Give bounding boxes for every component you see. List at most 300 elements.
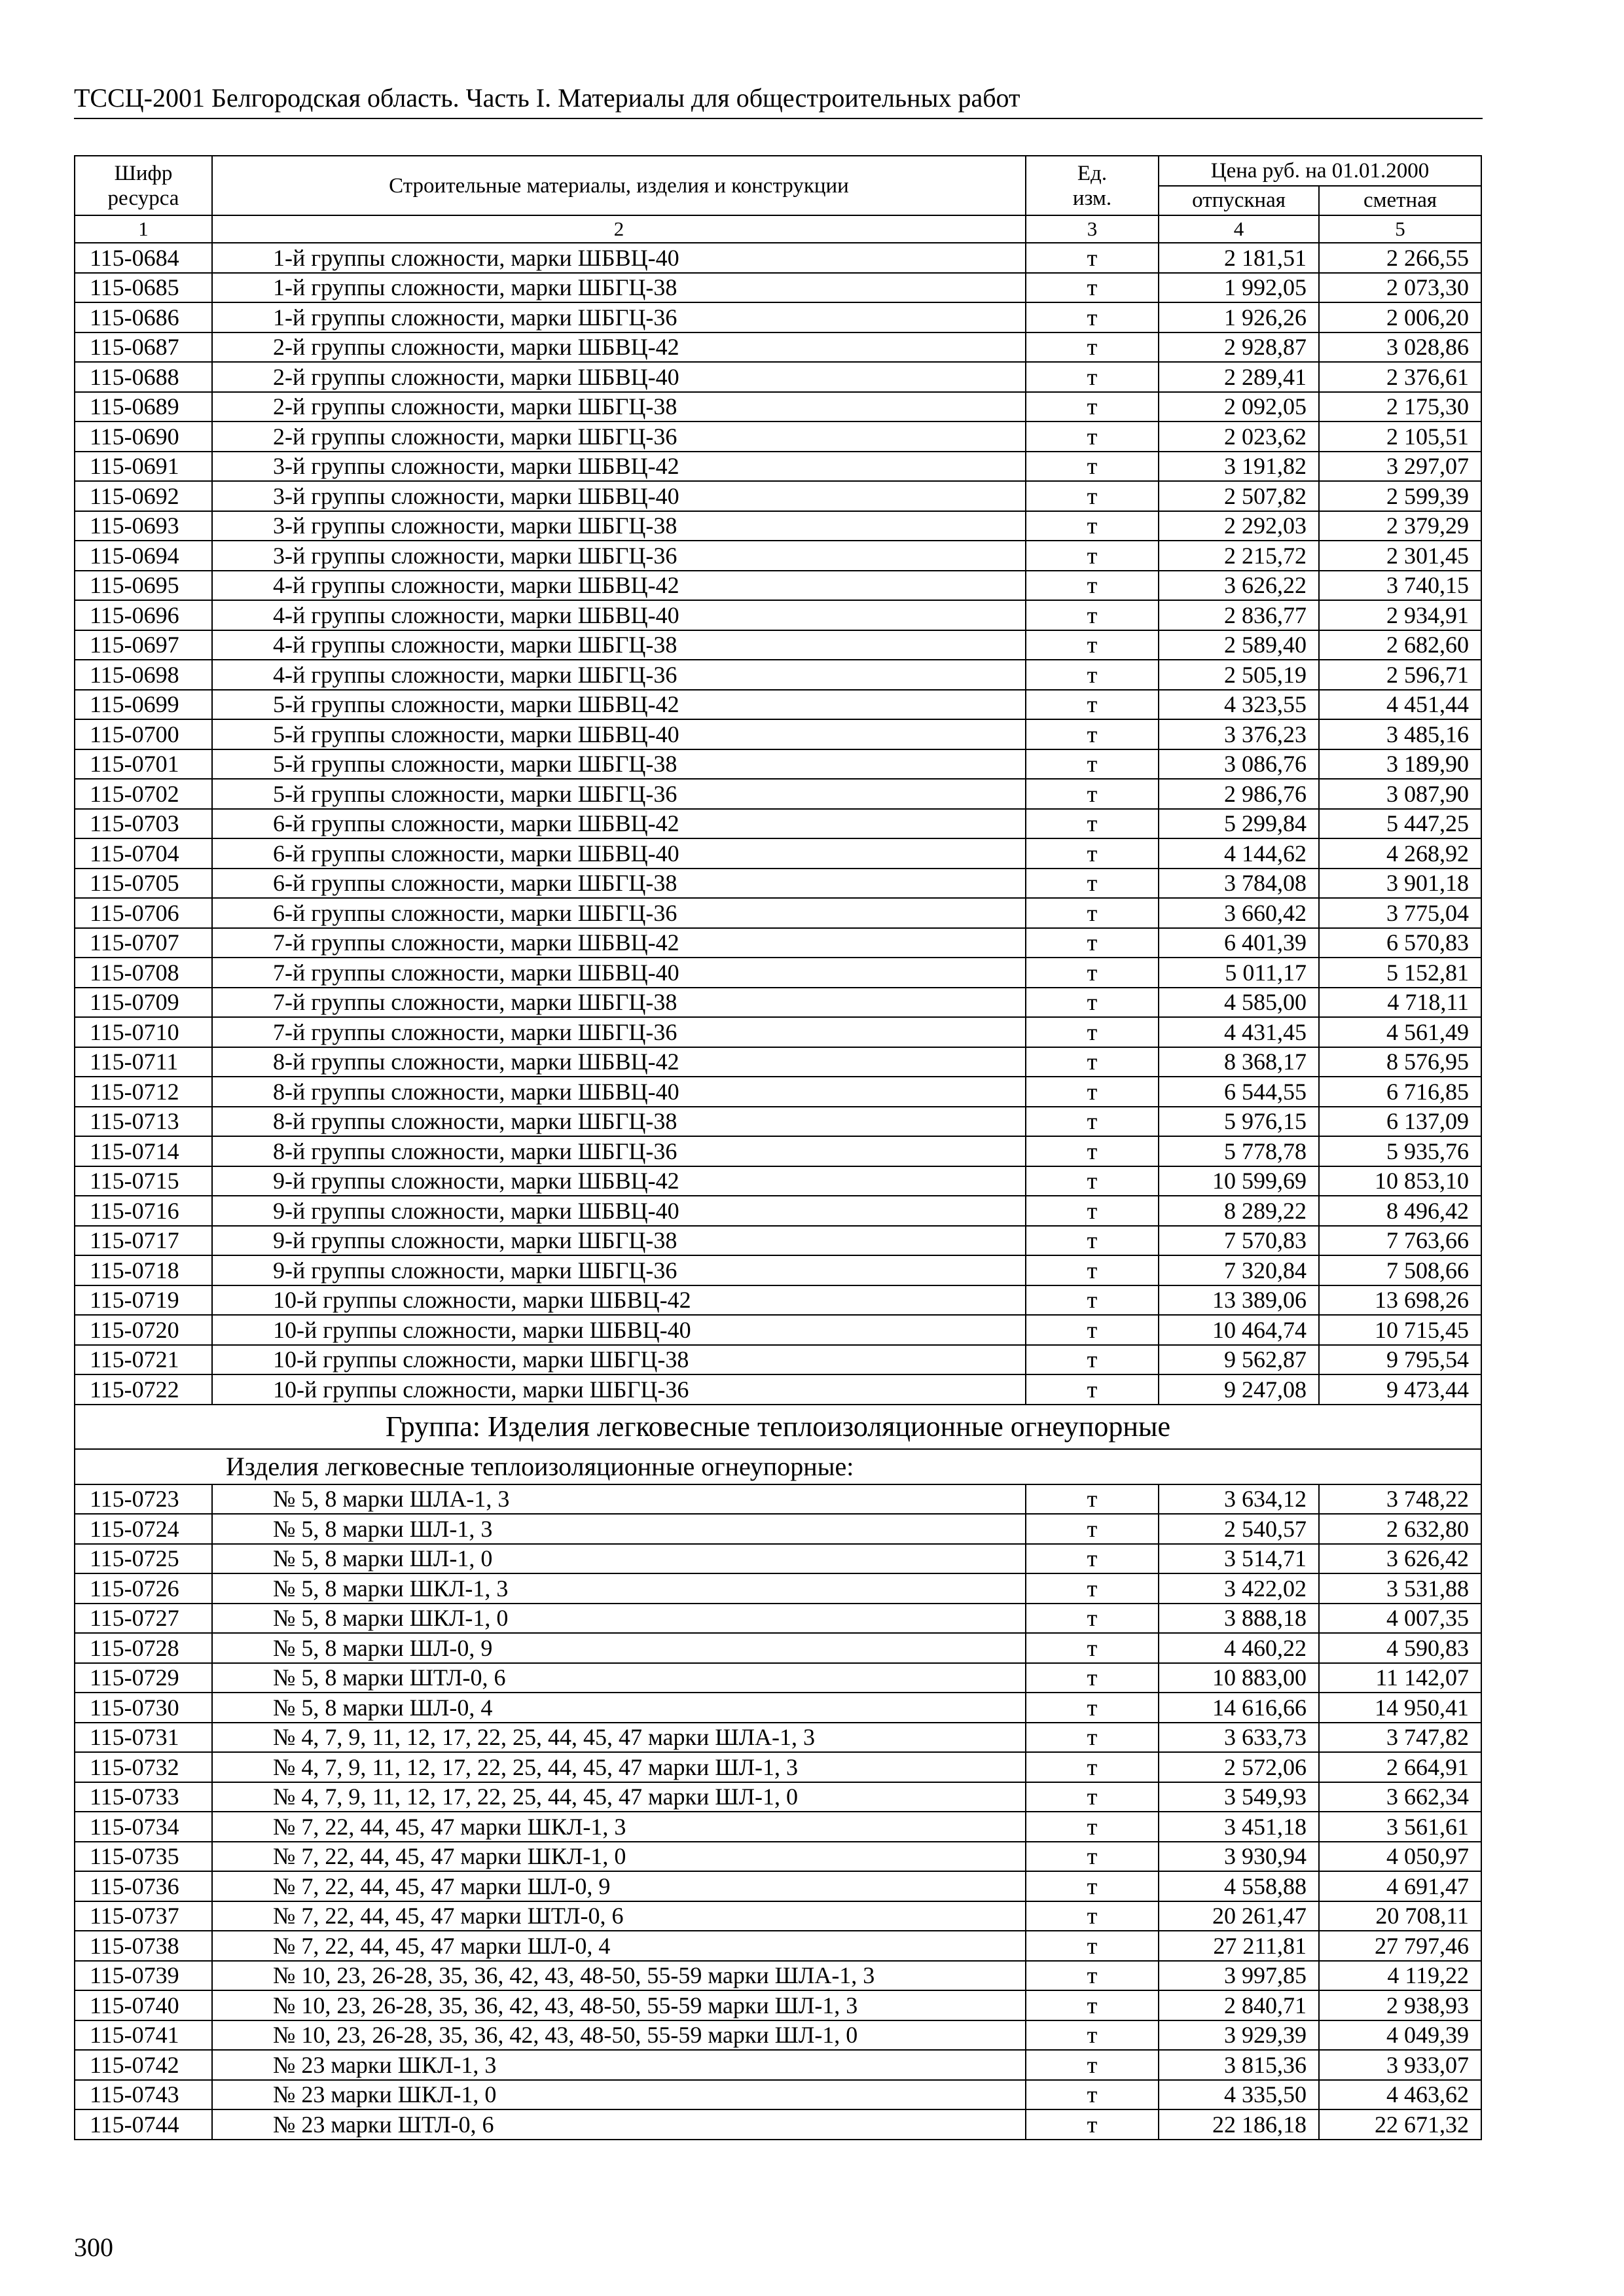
table-row xyxy=(75,809,1481,839)
release-price: 2 572,06 xyxy=(1159,1752,1319,1782)
table-section-a xyxy=(75,243,1481,1405)
subgroup-heading: Изделия легковесные теплоизоляционные огнеупорные: xyxy=(75,1449,1481,1484)
material-name: 2-й группы сложности, марки ШБГЦ-38 xyxy=(212,392,1026,422)
unit: т xyxy=(1026,928,1159,958)
estimate-price: 4 451,44 xyxy=(1319,690,1481,720)
material-name: 7-й группы сложности, марки ШБГЦ-38 xyxy=(212,988,1026,1018)
unit: т xyxy=(1026,1931,1159,1961)
estimate-price: 2 266,55 xyxy=(1319,243,1481,273)
resource-code: 115-0738 xyxy=(75,1931,212,1961)
release-price: 5 778,78 xyxy=(1159,1136,1319,1166)
release-price: 4 144,62 xyxy=(1159,838,1319,869)
table-row xyxy=(75,988,1481,1018)
table-row xyxy=(75,779,1481,809)
estimate-price: 3 626,42 xyxy=(1319,1544,1481,1574)
table-row xyxy=(75,273,1481,303)
resource-code: 115-0744 xyxy=(75,2109,212,2140)
table-row xyxy=(75,630,1481,660)
col-header-price: Цена руб. на 01.01.2000 xyxy=(1159,156,1481,186)
release-price: 2 092,05 xyxy=(1159,392,1319,422)
table-row xyxy=(75,660,1481,690)
resource-code: 115-0717 xyxy=(75,1226,212,1256)
estimate-price: 6 570,83 xyxy=(1319,928,1481,958)
table-row xyxy=(75,452,1481,482)
unit: т xyxy=(1026,1752,1159,1782)
unit: т xyxy=(1026,2020,1159,2051)
release-price: 3 930,94 xyxy=(1159,1842,1319,1872)
unit: т xyxy=(1026,958,1159,988)
unit: т xyxy=(1026,898,1159,928)
release-price: 7 570,83 xyxy=(1159,1226,1319,1256)
resource-code: 115-0705 xyxy=(75,869,212,899)
col-header-code: Шифр ресурса xyxy=(75,156,212,215)
unit: т xyxy=(1026,1961,1159,1991)
release-price: 6 401,39 xyxy=(1159,928,1319,958)
unit: т xyxy=(1026,1723,1159,1753)
material-name: № 7, 22, 44, 45, 47 марки ШЛ-0, 9 xyxy=(212,1871,1026,1901)
unit: т xyxy=(1026,1842,1159,1872)
estimate-price: 2 934,91 xyxy=(1319,600,1481,630)
resource-code: 115-0699 xyxy=(75,690,212,720)
estimate-price: 4 463,62 xyxy=(1319,2080,1481,2110)
release-price: 9 562,87 xyxy=(1159,1345,1319,1375)
table-row xyxy=(75,1017,1481,1047)
material-name: № 4, 7, 9, 11, 12, 17, 22, 25, 44, 45, 47 марки ШЛА-1, 3 xyxy=(212,1723,1026,1753)
table-row xyxy=(75,928,1481,958)
estimate-price: 7 763,66 xyxy=(1319,1226,1481,1256)
release-price: 22 186,18 xyxy=(1159,2109,1319,2140)
unit: т xyxy=(1026,690,1159,720)
unit: т xyxy=(1026,1345,1159,1375)
material-name: 9-й группы сложности, марки ШБВЦ-40 xyxy=(212,1196,1026,1226)
release-price: 3 376,23 xyxy=(1159,719,1319,749)
table-row xyxy=(75,958,1481,988)
resource-code: 115-0700 xyxy=(75,719,212,749)
table-row xyxy=(75,1663,1481,1693)
estimate-price: 11 142,07 xyxy=(1319,1663,1481,1693)
material-name: 10-й группы сложности, марки ШБГЦ-38 xyxy=(212,1345,1026,1375)
unit: т xyxy=(1026,332,1159,363)
estimate-price: 4 049,39 xyxy=(1319,2020,1481,2051)
resource-code: 115-0706 xyxy=(75,898,212,928)
resource-code: 115-0742 xyxy=(75,2050,212,2080)
material-name: № 7, 22, 44, 45, 47 марки ШКЛ-1, 3 xyxy=(212,1812,1026,1842)
table-row xyxy=(75,1782,1481,1812)
material-name: 5-й группы сложности, марки ШБВЦ-42 xyxy=(212,690,1026,720)
release-price: 4 585,00 xyxy=(1159,988,1319,1018)
table-row xyxy=(75,1514,1481,1544)
resource-code: 115-0740 xyxy=(75,1990,212,2020)
page-number: 300 xyxy=(74,2233,113,2262)
release-price: 3 660,42 xyxy=(1159,898,1319,928)
unit: т xyxy=(1026,600,1159,630)
material-name: № 5, 8 марки ШЛ-1, 3 xyxy=(212,1514,1026,1544)
material-name: № 7, 22, 44, 45, 47 марки ШЛ-0, 4 xyxy=(212,1931,1026,1961)
material-name: 5-й группы сложности, марки ШБГЦ-36 xyxy=(212,779,1026,809)
estimate-price: 5 447,25 xyxy=(1319,809,1481,839)
unit: т xyxy=(1026,1047,1159,1077)
resource-code: 115-0697 xyxy=(75,630,212,660)
material-name: 2-й группы сложности, марки ШБВЦ-42 xyxy=(212,332,1026,363)
table-row xyxy=(75,1812,1481,1842)
table-row xyxy=(75,1990,1481,2020)
table-section-b xyxy=(75,1484,1481,2140)
release-price: 2 215,72 xyxy=(1159,541,1319,571)
table-row xyxy=(75,1961,1481,1991)
resource-code: 115-0720 xyxy=(75,1315,212,1345)
table-row xyxy=(75,1315,1481,1345)
resource-code: 115-0743 xyxy=(75,2080,212,2110)
col-number: 2 xyxy=(212,215,1026,243)
estimate-price: 9 473,44 xyxy=(1319,1374,1481,1405)
estimate-price: 3 662,34 xyxy=(1319,1782,1481,1812)
resource-code: 115-0727 xyxy=(75,1604,212,1634)
resource-code: 115-0741 xyxy=(75,2020,212,2051)
release-price: 2 289,41 xyxy=(1159,362,1319,392)
estimate-price: 5 152,81 xyxy=(1319,958,1481,988)
unit: т xyxy=(1026,481,1159,511)
unit: т xyxy=(1026,422,1159,452)
table-row xyxy=(75,749,1481,780)
resource-code: 115-0691 xyxy=(75,452,212,482)
release-price: 10 883,00 xyxy=(1159,1663,1319,1693)
col-number: 5 xyxy=(1319,215,1481,243)
unit: т xyxy=(1026,779,1159,809)
table-row xyxy=(75,511,1481,541)
table-row xyxy=(75,719,1481,749)
resource-code: 115-0712 xyxy=(75,1077,212,1107)
resource-code: 115-0708 xyxy=(75,958,212,988)
estimate-price: 13 698,26 xyxy=(1319,1285,1481,1316)
material-name: 10-й группы сложности, марки ШБВЦ-40 xyxy=(212,1315,1026,1345)
release-price: 2 507,82 xyxy=(1159,481,1319,511)
col-number: 3 xyxy=(1026,215,1159,243)
table-row xyxy=(75,1931,1481,1961)
estimate-price: 2 596,71 xyxy=(1319,660,1481,690)
unit: т xyxy=(1026,1226,1159,1256)
release-price: 2 836,77 xyxy=(1159,600,1319,630)
unit: т xyxy=(1026,1017,1159,1047)
estimate-price: 3 561,61 xyxy=(1319,1812,1481,1842)
material-name: 9-й группы сложности, марки ШБВЦ-42 xyxy=(212,1166,1026,1196)
estimate-price: 9 795,54 xyxy=(1319,1345,1481,1375)
material-name: № 5, 8 марки ШКЛ-1, 3 xyxy=(212,1573,1026,1604)
table-row xyxy=(75,1544,1481,1574)
table-row xyxy=(75,1723,1481,1753)
table-row xyxy=(75,898,1481,928)
release-price: 20 261,47 xyxy=(1159,1901,1319,1931)
estimate-price: 2 073,30 xyxy=(1319,273,1481,303)
unit: т xyxy=(1026,2050,1159,2080)
resource-code: 115-0716 xyxy=(75,1196,212,1226)
estimate-price: 3 531,88 xyxy=(1319,1573,1481,1604)
material-name: 5-й группы сложности, марки ШБГЦ-38 xyxy=(212,749,1026,780)
estimate-price: 2 376,61 xyxy=(1319,362,1481,392)
release-price: 3 633,73 xyxy=(1159,1723,1319,1753)
table-row xyxy=(75,481,1481,511)
unit: т xyxy=(1026,1901,1159,1931)
release-price: 2 181,51 xyxy=(1159,243,1319,273)
unit: т xyxy=(1026,660,1159,690)
material-name: 3-й группы сложности, марки ШБВЦ-42 xyxy=(212,452,1026,482)
resource-code: 115-0689 xyxy=(75,392,212,422)
unit: т xyxy=(1026,1107,1159,1137)
resource-code: 115-0723 xyxy=(75,1484,212,1515)
resource-code: 115-0709 xyxy=(75,988,212,1018)
resource-code: 115-0726 xyxy=(75,1573,212,1604)
resource-code: 115-0698 xyxy=(75,660,212,690)
table-row xyxy=(75,1871,1481,1901)
estimate-price: 3 189,90 xyxy=(1319,749,1481,780)
table-row xyxy=(75,1285,1481,1316)
estimate-price: 3 901,18 xyxy=(1319,869,1481,899)
estimate-price: 2 006,20 xyxy=(1319,302,1481,332)
material-name: 3-й группы сложности, марки ШБГЦ-36 xyxy=(212,541,1026,571)
estimate-price: 2 301,45 xyxy=(1319,541,1481,571)
material-name: 3-й группы сложности, марки ШБГЦ-38 xyxy=(212,511,1026,541)
col-number: 1 xyxy=(75,215,212,243)
table-row xyxy=(75,2109,1481,2140)
material-name: № 5, 8 марки ШЛ-0, 9 xyxy=(212,1633,1026,1663)
release-price: 8 289,22 xyxy=(1159,1196,1319,1226)
release-price: 3 626,22 xyxy=(1159,571,1319,601)
col-header-unit: Ед. изм. xyxy=(1026,156,1159,215)
release-price: 2 986,76 xyxy=(1159,779,1319,809)
resource-code: 115-0714 xyxy=(75,1136,212,1166)
unit: т xyxy=(1026,1573,1159,1604)
material-name: № 5, 8 марки ШЛ-1, 0 xyxy=(212,1544,1026,1574)
col-header-estimate-price: сметная xyxy=(1319,186,1481,216)
resource-code: 115-0687 xyxy=(75,332,212,363)
unit: т xyxy=(1026,988,1159,1018)
material-name: № 23 марки ШТЛ-0, 6 xyxy=(212,2109,1026,2140)
resource-code: 115-0735 xyxy=(75,1842,212,1872)
estimate-price: 6 137,09 xyxy=(1319,1107,1481,1137)
table-row xyxy=(75,1693,1481,1723)
release-price: 5 976,15 xyxy=(1159,1107,1319,1137)
material-name: № 7, 22, 44, 45, 47 марки ШТЛ-0, 6 xyxy=(212,1901,1026,1931)
material-name: № 23 марки ШКЛ-1, 3 xyxy=(212,2050,1026,2080)
release-price: 1 926,26 xyxy=(1159,302,1319,332)
resource-code: 115-0694 xyxy=(75,541,212,571)
unit: т xyxy=(1026,1633,1159,1663)
estimate-price: 3 087,90 xyxy=(1319,779,1481,809)
unit: т xyxy=(1026,1693,1159,1723)
unit: т xyxy=(1026,511,1159,541)
release-price: 2 928,87 xyxy=(1159,332,1319,363)
table-row xyxy=(75,1077,1481,1107)
estimate-price: 2 664,91 xyxy=(1319,1752,1481,1782)
material-name: 4-й группы сложности, марки ШБВЦ-40 xyxy=(212,600,1026,630)
table-row xyxy=(75,1345,1481,1375)
material-name: № 5, 8 марки ШКЛ-1, 0 xyxy=(212,1604,1026,1634)
table-row xyxy=(75,1484,1481,1515)
resource-code: 115-0696 xyxy=(75,600,212,630)
estimate-price: 3 740,15 xyxy=(1319,571,1481,601)
unit: т xyxy=(1026,1255,1159,1285)
resource-code: 115-0702 xyxy=(75,779,212,809)
table-row xyxy=(75,332,1481,363)
unit: т xyxy=(1026,273,1159,303)
resource-code: 115-0713 xyxy=(75,1107,212,1137)
unit: т xyxy=(1026,1285,1159,1316)
release-price: 7 320,84 xyxy=(1159,1255,1319,1285)
material-name: 2-й группы сложности, марки ШБВЦ-40 xyxy=(212,362,1026,392)
estimate-price: 3 028,86 xyxy=(1319,332,1481,363)
table-row xyxy=(75,2080,1481,2110)
unit: т xyxy=(1026,1374,1159,1405)
resource-code: 115-0725 xyxy=(75,1544,212,1574)
resource-code: 115-0695 xyxy=(75,571,212,601)
unit: т xyxy=(1026,1514,1159,1544)
header-divider xyxy=(74,118,1483,119)
material-name: № 10, 23, 26-28, 35, 36, 42, 43, 48-50, 55-59 марки ШЛА-1, 3 xyxy=(212,1961,1026,1991)
material-name: 3-й группы сложности, марки ШБВЦ-40 xyxy=(212,481,1026,511)
unit: т xyxy=(1026,452,1159,482)
estimate-price: 4 268,92 xyxy=(1319,838,1481,869)
unit: т xyxy=(1026,392,1159,422)
estimate-price: 2 938,93 xyxy=(1319,1990,1481,2020)
material-name: 1-й группы сложности, марки ШБВЦ-40 xyxy=(212,243,1026,273)
unit: т xyxy=(1026,1544,1159,1574)
release-price: 2 023,62 xyxy=(1159,422,1319,452)
release-price: 4 335,50 xyxy=(1159,2080,1319,2110)
unit: т xyxy=(1026,1484,1159,1515)
release-price: 14 616,66 xyxy=(1159,1693,1319,1723)
release-price: 3 191,82 xyxy=(1159,452,1319,482)
table-row xyxy=(75,1604,1481,1634)
material-name: 4-й группы сложности, марки ШБГЦ-38 xyxy=(212,630,1026,660)
estimate-price: 4 119,22 xyxy=(1319,1961,1481,1991)
table-row xyxy=(75,838,1481,869)
resource-code: 115-0692 xyxy=(75,481,212,511)
release-price: 4 460,22 xyxy=(1159,1633,1319,1663)
table-row xyxy=(75,2020,1481,2051)
estimate-price: 2 105,51 xyxy=(1319,422,1481,452)
col-header-release-price: отпускная xyxy=(1159,186,1319,216)
material-name: 9-й группы сложности, марки ШБГЦ-36 xyxy=(212,1255,1026,1285)
table-row xyxy=(75,362,1481,392)
resource-code: 115-0732 xyxy=(75,1752,212,1782)
material-name: 2-й группы сложности, марки ШБГЦ-36 xyxy=(212,422,1026,452)
table-row xyxy=(75,1047,1481,1077)
release-price: 2 589,40 xyxy=(1159,630,1319,660)
resource-code: 115-0739 xyxy=(75,1961,212,1991)
release-price: 2 505,19 xyxy=(1159,660,1319,690)
estimate-price: 4 561,49 xyxy=(1319,1017,1481,1047)
resource-code: 115-0707 xyxy=(75,928,212,958)
release-price: 5 011,17 xyxy=(1159,958,1319,988)
material-name: 7-й группы сложности, марки ШБГЦ-36 xyxy=(212,1017,1026,1047)
estimate-price: 4 050,97 xyxy=(1319,1842,1481,1872)
material-name: 8-й группы сложности, марки ШБГЦ-38 xyxy=(212,1107,1026,1137)
estimate-price: 3 485,16 xyxy=(1319,719,1481,749)
material-name: № 23 марки ШКЛ-1, 0 xyxy=(212,2080,1026,2110)
unit: т xyxy=(1026,571,1159,601)
resource-code: 115-0693 xyxy=(75,511,212,541)
release-price: 3 514,71 xyxy=(1159,1544,1319,1574)
table-row xyxy=(75,690,1481,720)
unit: т xyxy=(1026,1990,1159,2020)
release-price: 3 997,85 xyxy=(1159,1961,1319,1991)
table-row xyxy=(75,243,1481,273)
table-row xyxy=(75,571,1481,601)
resource-code: 115-0734 xyxy=(75,1812,212,1842)
release-price: 3 451,18 xyxy=(1159,1812,1319,1842)
resource-code: 115-0729 xyxy=(75,1663,212,1693)
resource-code: 115-0711 xyxy=(75,1047,212,1077)
material-name: 6-й группы сложности, марки ШБГЦ-38 xyxy=(212,869,1026,899)
estimate-price: 8 576,95 xyxy=(1319,1047,1481,1077)
material-name: № 4, 7, 9, 11, 12, 17, 22, 25, 44, 45, 47 марки ШЛ-1, 3 xyxy=(212,1752,1026,1782)
release-price: 6 544,55 xyxy=(1159,1077,1319,1107)
material-name: 1-й группы сложности, марки ШБГЦ-36 xyxy=(212,302,1026,332)
release-price: 13 389,06 xyxy=(1159,1285,1319,1316)
table-row xyxy=(75,1166,1481,1196)
unit: т xyxy=(1026,2080,1159,2110)
release-price: 4 323,55 xyxy=(1159,690,1319,720)
table-row xyxy=(75,422,1481,452)
release-price: 5 299,84 xyxy=(1159,809,1319,839)
table-row xyxy=(75,1901,1481,1931)
resource-code: 115-0736 xyxy=(75,1871,212,1901)
estimate-price: 2 175,30 xyxy=(1319,392,1481,422)
release-price: 8 368,17 xyxy=(1159,1047,1319,1077)
resource-code: 115-0686 xyxy=(75,302,212,332)
estimate-price: 7 508,66 xyxy=(1319,1255,1481,1285)
estimate-price: 10 853,10 xyxy=(1319,1166,1481,1196)
release-price: 27 211,81 xyxy=(1159,1931,1319,1961)
release-price: 4 558,88 xyxy=(1159,1871,1319,1901)
resource-code: 115-0721 xyxy=(75,1345,212,1375)
material-name: № 5, 8 марки ШТЛ-0, 6 xyxy=(212,1663,1026,1693)
material-name: 8-й группы сложности, марки ШБВЦ-42 xyxy=(212,1047,1026,1077)
material-name: 6-й группы сложности, марки ШБВЦ-40 xyxy=(212,838,1026,869)
release-price: 9 247,08 xyxy=(1159,1374,1319,1405)
unit: т xyxy=(1026,869,1159,899)
resource-code: 115-0728 xyxy=(75,1633,212,1663)
resource-code: 115-0731 xyxy=(75,1723,212,1753)
estimate-price: 2 632,80 xyxy=(1319,1514,1481,1544)
unit: т xyxy=(1026,1812,1159,1842)
unit: т xyxy=(1026,749,1159,780)
estimate-price: 10 715,45 xyxy=(1319,1315,1481,1345)
estimate-price: 2 379,29 xyxy=(1319,511,1481,541)
unit: т xyxy=(1026,838,1159,869)
table-row xyxy=(75,392,1481,422)
estimate-price: 22 671,32 xyxy=(1319,2109,1481,2140)
table-row xyxy=(75,1196,1481,1226)
table-row xyxy=(75,1752,1481,1782)
resource-code: 115-0701 xyxy=(75,749,212,780)
unit: т xyxy=(1026,1315,1159,1345)
table-row xyxy=(75,1136,1481,1166)
release-price: 10 464,74 xyxy=(1159,1315,1319,1345)
estimate-price: 3 747,82 xyxy=(1319,1723,1481,1753)
unit: т xyxy=(1026,1782,1159,1812)
material-name: 8-й группы сложности, марки ШБГЦ-36 xyxy=(212,1136,1026,1166)
material-name: 9-й группы сложности, марки ШБГЦ-38 xyxy=(212,1226,1026,1256)
release-price: 3 634,12 xyxy=(1159,1484,1319,1515)
resource-code: 115-0737 xyxy=(75,1901,212,1931)
resource-code: 115-0684 xyxy=(75,243,212,273)
table-row xyxy=(75,869,1481,899)
resource-code: 115-0688 xyxy=(75,362,212,392)
col-header-name: Строительные материалы, изделия и конструкции xyxy=(212,156,1026,215)
resource-code: 115-0719 xyxy=(75,1285,212,1316)
release-price: 3 929,39 xyxy=(1159,2020,1319,2051)
estimate-price: 2 599,39 xyxy=(1319,481,1481,511)
